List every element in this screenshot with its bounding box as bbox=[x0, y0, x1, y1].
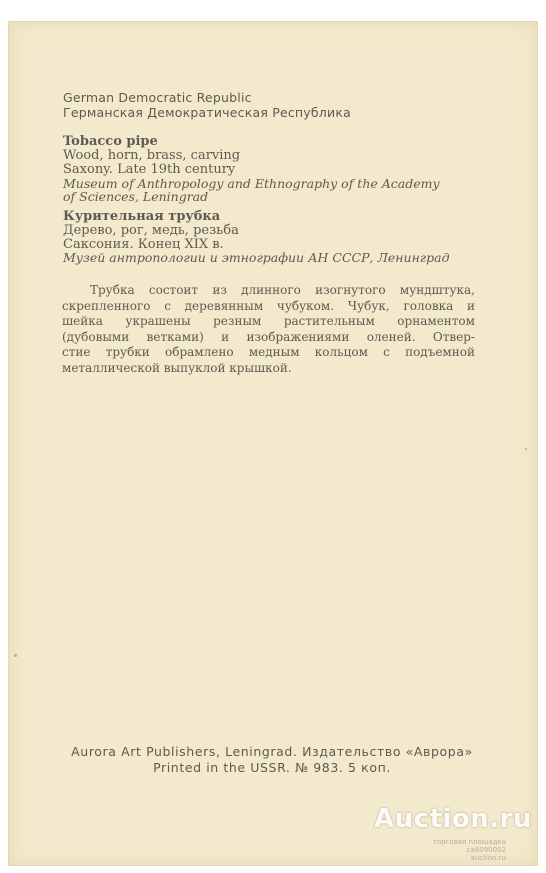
description-line: металлической выпуклой крышкой. bbox=[62, 360, 292, 375]
description-line: (дубовыми ветками) и изображениями оленей. Отвер- bbox=[62, 329, 475, 344]
english-museum-line2: of Sciences, Leningrad bbox=[63, 189, 209, 204]
country-en: German Democratic Republic bbox=[63, 90, 252, 105]
paper-speck bbox=[525, 448, 527, 450]
description-paragraph bbox=[62, 283, 475, 376]
watermark-id: ca8090002 bbox=[466, 846, 506, 854]
watermark-logo: Auction.ru bbox=[374, 804, 532, 834]
description-line: стие трубки обрамлено медным кольцом с подъемной bbox=[62, 345, 475, 359]
english-origin: Saxony. Late 19th century bbox=[63, 162, 236, 177]
watermark-caption: торговая площадка bbox=[432, 838, 506, 846]
russian-origin: Саксония. Конец XIX в. bbox=[63, 237, 224, 252]
english-museum-line1: Museum of Anthropology and Ethnography of the Academy bbox=[63, 176, 440, 191]
watermark-site: auction.ru bbox=[470, 854, 506, 862]
english-title: Tobacco pipe bbox=[63, 134, 158, 149]
russian-title: Курительная трубка bbox=[63, 209, 221, 224]
publisher-line: Aurora Art Publishers, Leningrad. Издательство «Аврора» bbox=[71, 744, 473, 759]
russian-museum: Музей антропологии и этнографии АН СССР, Ленинград bbox=[63, 250, 450, 265]
print-info-line: Printed in the USSR. № 983. 5 коп. bbox=[153, 760, 391, 775]
english-materials: Wood, horn, brass, carving bbox=[63, 148, 241, 163]
description-line: шейка украшены резным растительным орнаментом bbox=[62, 314, 475, 328]
russian-materials: Дерево, рог, медь, резьба bbox=[63, 223, 239, 238]
description-line: Трубка состоит из длинного изогнутого мундштука, bbox=[90, 283, 475, 297]
country-ru: Германская Демократическая Республика bbox=[63, 105, 351, 120]
paper-speck bbox=[14, 654, 17, 657]
description-line: скрепленного с деревянным чубуком. Чубук, головка и bbox=[62, 298, 475, 313]
